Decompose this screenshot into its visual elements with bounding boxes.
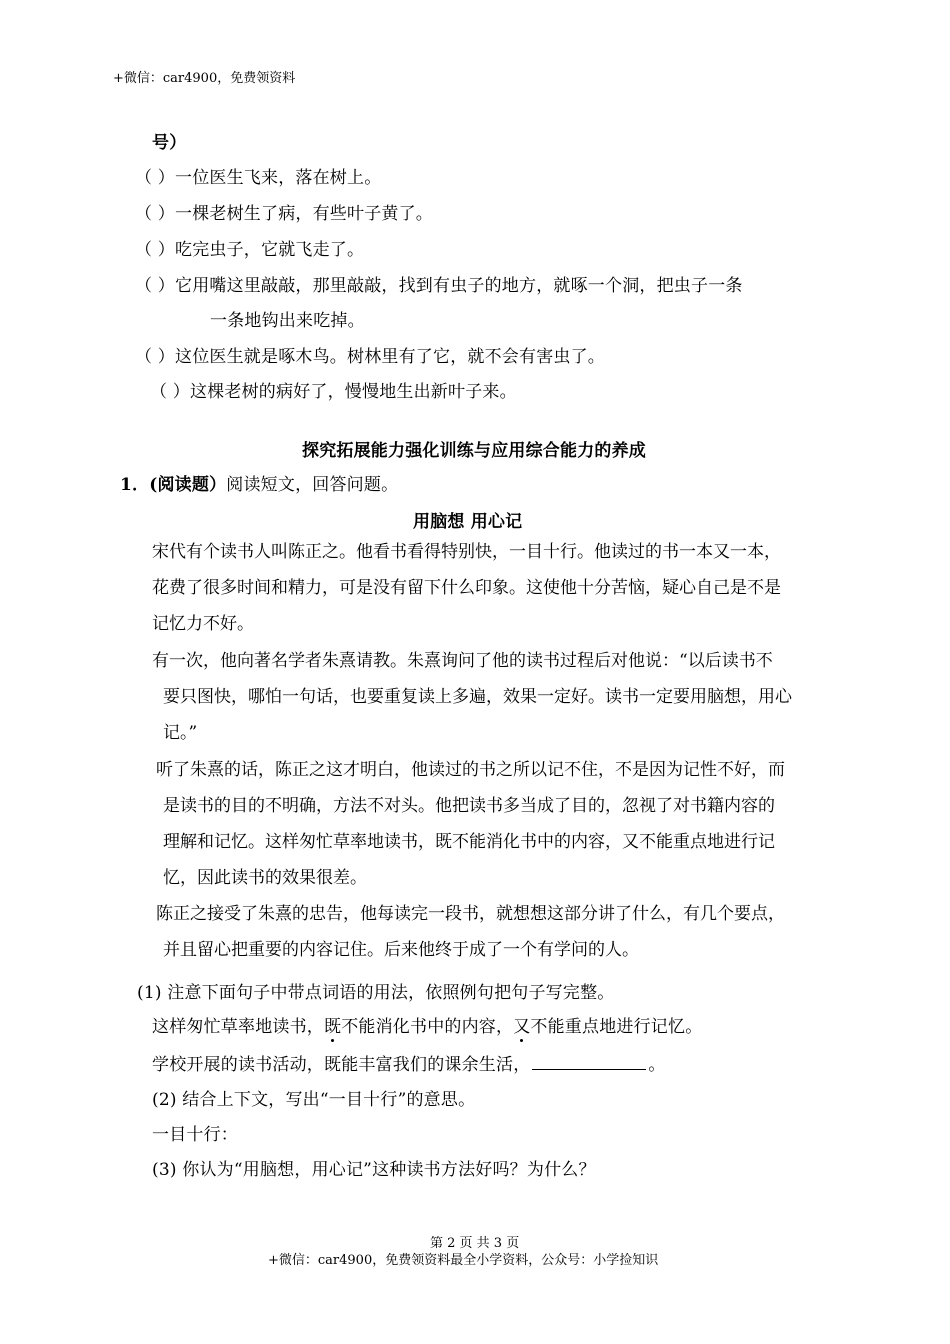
fill-sentence [152, 1050, 666, 1075]
question-type: (阅读题） [149, 475, 227, 495]
passage-line: 忆，因此读书的效果很差。 [163, 868, 367, 888]
answer-label: 一目十行： [152, 1125, 238, 1145]
footer-watermark: +微信：car4900，免费领资料最全小学资料，公众号：小学捡知识 [268, 1253, 659, 1268]
fill-sentence-text: 学校开展的读书活动，既能丰富我们的课余生活， [152, 1055, 531, 1075]
subquestion-1: (1) 注意下面句子中带点词语的用法，依照例句把句子写完整。 [137, 983, 615, 1003]
example-part: 这样匆忙草率地读书， [152, 1017, 324, 1037]
subquestion-2: (2) 结合上下文，写出“一目十行”的意思。 [152, 1090, 476, 1110]
page-number: 第 2 页 共 3 页 [430, 1236, 520, 1251]
example-part: 不能重点地进行记忆。 [530, 1017, 703, 1037]
passage-paragraph-2 [152, 643, 842, 751]
answer-blank[interactable] [532, 1053, 646, 1070]
passage-line: 记。” [163, 723, 198, 743]
ordering-item-continuation: 一条地钩出来吃掉。 [210, 311, 365, 331]
passage-line: 是读书的目的不明确，方法不对头。他把读书多当成了目的，忽视了对书籍内容的 [163, 796, 775, 816]
exercise-tail: 号） [152, 133, 187, 153]
passage-line: 花费了很多时间和精力，可是没有留下什么印象。这使他十分苦恼，疑心自己是不是 [152, 578, 781, 598]
question-heading [120, 470, 398, 495]
passage-paragraph-3 [156, 752, 846, 896]
passage-line: 并且留心把重要的内容记住。后来他终于成了一个有学问的人。 [163, 940, 639, 960]
ordering-item: （ ）一位医生飞来，落在树上。 [135, 168, 382, 188]
dotted-word: 又 [513, 1012, 530, 1037]
example-sentence [152, 1012, 702, 1037]
question-prompt: 阅读短文，回答问题。 [226, 475, 399, 495]
dotted-word: 既 [324, 1012, 341, 1037]
ordering-item: （ ）这棵老树的病好了，慢慢地生出新叶子来。 [150, 382, 517, 402]
ordering-item: （ ）吃完虫子，它就飞走了。 [135, 240, 365, 260]
passage-line: 陈正之接受了朱熹的忠告，他每读完一段书，就想想这部分讲了什么，有几个要点， [156, 904, 785, 924]
question-number: 1． [120, 475, 150, 495]
passage-paragraph-4 [156, 896, 846, 968]
example-part: 不能消化书中的内容， [341, 1017, 514, 1037]
passage-line: 理解和记忆。这样匆忙草率地读书，既不能消化书中的内容，又不能重点地进行记 [163, 832, 775, 852]
fill-sentence-end: 。 [648, 1055, 666, 1075]
ordering-item: （ ）它用嘴这里敲敲，那里敲敲，找到有虫子的地方，就啄一个洞，把虫子一条 [135, 276, 743, 296]
section-title: 探究拓展能力强化训练与应用综合能力的养成 [302, 441, 646, 461]
subquestion-3: (3) 你认为“用脑想，用心记”这种读书方法好吗？为什么？ [152, 1160, 596, 1180]
passage-line: 宋代有个读书人叫陈正之。他看书看得特别快，一目十行。他读过的书一本又一本， [152, 542, 781, 562]
ordering-item: （ ）这位医生就是啄木鸟。树林里有了它，就不会有害虫了。 [135, 347, 606, 367]
passage-line: 要只图快，哪怕一句话，也要重复读上多遍，效果一定好。读书一定要用脑想，用心 [163, 687, 792, 707]
passage-title: 用脑想 用心记 [413, 512, 523, 532]
ordering-item: （ ）一棵老树生了病，有些叶子黄了。 [135, 204, 434, 224]
passage-line: 听了朱熹的话，陈正之这才明白，他读过的书之所以记不住，不是因为记性不好，而 [156, 760, 785, 780]
passage-line: 有一次，他向著名学者朱熹请教。朱熹询问了他的读书过程后对他说：“以后读书不 [152, 651, 773, 671]
passage-line: 记忆力不好。 [152, 614, 254, 634]
passage-paragraph-1 [152, 534, 842, 642]
header-watermark: +微信：car4900，免费领资料 [113, 71, 296, 86]
